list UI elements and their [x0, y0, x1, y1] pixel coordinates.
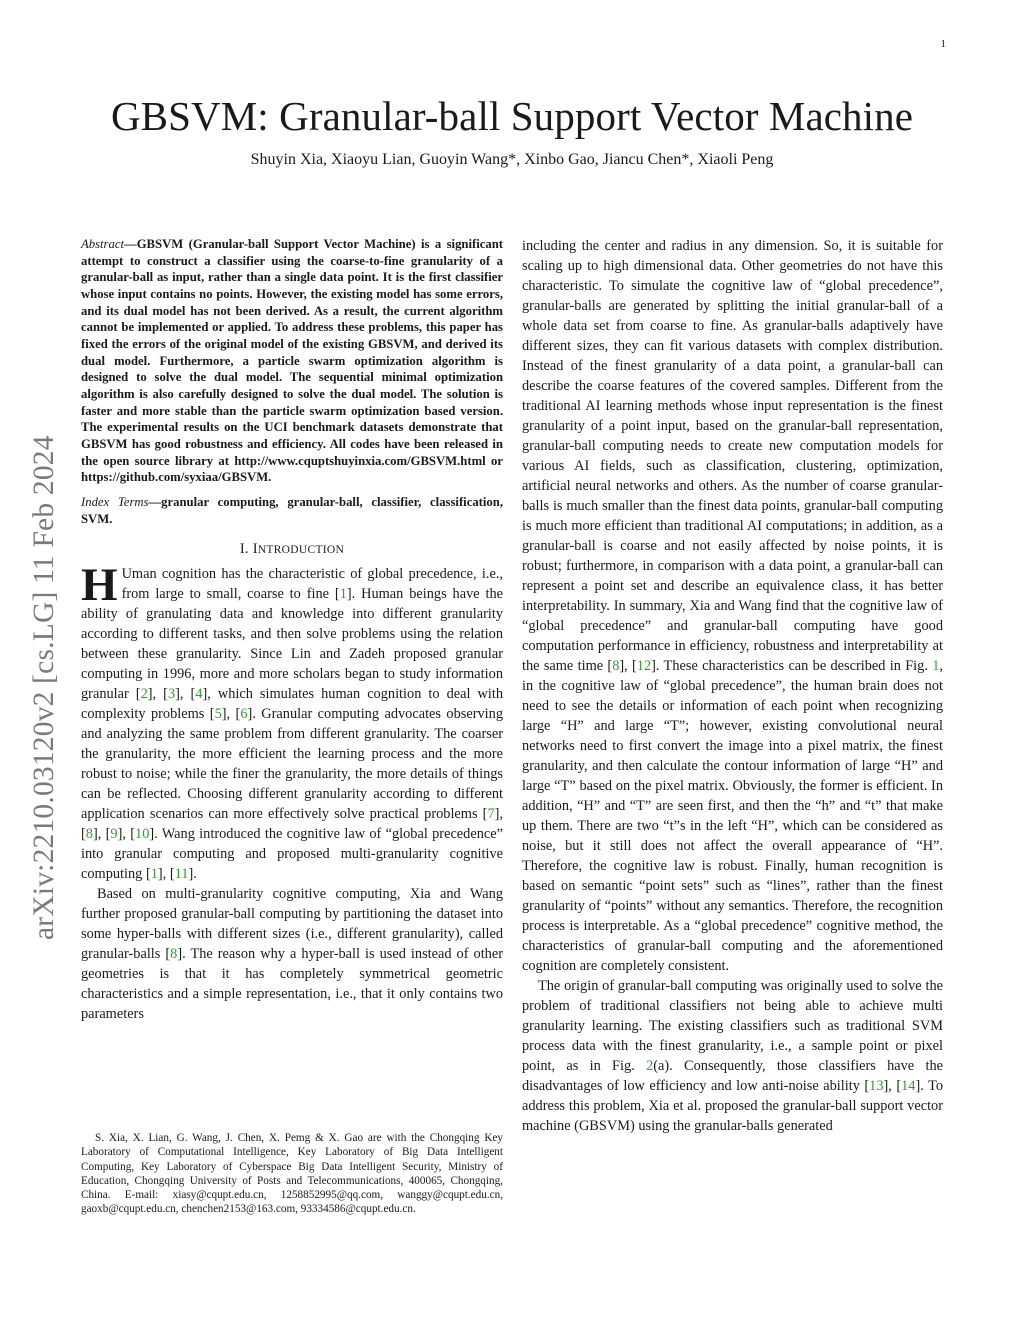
citation-link[interactable]: 1 [150, 866, 158, 883]
affiliation-footnote [81, 1131, 503, 1217]
index-terms-text: —granular computing, granular-ball, classifier, classification, SVM. [81, 494, 503, 526]
footnote-text: S. Xia, X. Lian, G. Wang, J. Chen, X. Pemg & X. Gao are with the Chongqing Key Laboratory of Computational Intelligence, Key Laboratory of Big Data Intelligent Computing, Key Laboratory of Cyberspace Big Data Intelligent Security, Ministry of Education, Chongqing University of Posts and Telecommunications, 400065, Chongqing, China. E-mail: xiasy@cqupt.edu.cn, 1258852995@qq.com, wanggy@cqupt.edu.cn, gaoxb@cqupt.edu.cn, chenchen2153@163.com, 93334586@cqupt.edu.cn. [81, 1132, 503, 1216]
right-paragraph-1: including the center and radius in any dimension. So, it is suitable for scaling up to high dimensional data. Other geometries do not have this characteristic. To simulate the cognitive law of “global precedence”, granular-balls are generated by splitting the initial granular-ball of a whole data set from coarse to fine. As granular-balls adaptively have different sizes, they can fit various datasets with complex distribution. Instead of the finest granularity of a data point, a granular-ball can describe the coarse features of the covered samples. Different from the traditional AI learning methods whose input representation is the finest granularity of a point input, based on the granular-ball representation, granular-ball computing needs to create new computation models for various AI fields, such as classification, clustering, optimization, artificial neural networks and others. As the number of coarse granular-balls is much smaller than the finest data points, granular-ball computing is much more efficient than traditional AI computations; in addition, as a granular-ball is coarse and not easily affected by noise points, it is robust; furthermore, in comparison with a data point, a granular-ball can represent a point set and describe an equivalence class, it has better interpretability. In summary, Xia and Wang find that the cognitive law of “global precedence” and granular-ball computing have good computation performance in efficiency, robustness and interpretability at the same time [8], [12]. These characteristics can be described in Fig. 1, in the cognitive law of “global precedence”, the human brain does not need to see the details or information of each point when recognizing large “H” and large “T”; however, existing convolutional neural networks need to first convert the image into a pixel matrix, the finest granularity, and then calculate the contour information of large “H” and large “T” based on the pixel matrix. Obviously, the former is efficient. In addition, “H” and “T” are seen first, and then the “h” and “t” that make up them. There are two “t”s in the left “H”, which can be considered as noise, but it still does not affect the overall appearance of “H”. Therefore, the cognitive law is robust. Finally, human recognition is based on semantic “point sets” such as “lines”, rather than the finest granularity of “points” without any semantics. Therefore, the recognition process is interpretable. As a “global precedence” cognitive method, the characteristics of granular-ball computing and the aforementioned cognition are completely consistent. [522, 238, 943, 974]
citation-link[interactable]: 7 [487, 806, 495, 823]
index-terms [81, 494, 503, 527]
right-column [522, 236, 943, 1136]
citation-link[interactable]: 6 [240, 706, 248, 723]
intro-paragraph-1: H Uman cognition has the characteristic of global precedence, i.e., from large to small, coarse to fine [1]. Human beings have the ability of granulating data and knowledge into different granularity according to different tasks, and then solve problems using the relation between these granularity. Since Lin and Zadeh proposed granular computing in 1996, more and more scholars began to study information granular [2], [3], [4], which simulates human cognition to deal with complexity problems [5], [6]. Granular computing advocates observing and analyzing the same problem from different granularity. The coarser the granularity, the more efficient the learning process and the more robust to noise; while the finer the granularity, the more details of things can be reflected. Choosing different granularity according to different application scenarios can more effectively solve practical problems [7], [8], [9], [10]. Wang introduced the cognitive law of “global precedence” into granular computing and proposed multi-granularity cognitive computing [1], [11]. [81, 559, 504, 883]
citation-link[interactable]: 12 [636, 658, 652, 674]
paper-title: GBSVM: Granular-ball Support Vector Machine [110, 93, 914, 139]
intro-paragraph-2: Based on multi-granularity cognitive computing, Xia and Wang further proposed granular-ball computing by partitioning the dataset into some hyper-balls with different sizes (i.e., different granularity), called granular-balls [8]. The reason why a hyper-ball is used instead of other geometries is that it has completely symmetrical geometric characteristics and a simple representation, i.e., that it only contains two parameters [81, 886, 503, 1023]
section-heading-introduction: I. INTRODUCTION [239, 541, 345, 558]
index-terms-label: Index Terms [81, 494, 149, 509]
drop-cap: H [81, 559, 118, 612]
citation-link[interactable]: 3 [167, 686, 176, 703]
page-number: 1 [940, 38, 946, 50]
citation-link[interactable]: 4 [195, 686, 203, 703]
citation-link[interactable]: 8 [170, 946, 178, 963]
right-paragraph-2: The origin of granular-ball computing was originally used to solve the problem of traditional classifiers not being able to achieve multi granularity learning. The existing classifiers such as traditional SVM process data with the finest granularity, i.e., a sample point or pixel point, as in Fig. 2(a). Consequently, those classifiers have the disadvantages of low efficiency and low anti-noise ability [13], [14]. To address this problem, Xia et al. proposed the granular-ball support vector machine (GBSVM) using the granular-balls generated [522, 978, 943, 1134]
citation-link[interactable]: 13 [869, 1078, 884, 1094]
figure-link[interactable]: 1 [932, 658, 940, 674]
citation-link[interactable]: 8 [612, 658, 620, 674]
citation-link[interactable]: 8 [85, 826, 93, 843]
arxiv-identifier-stamp[interactable]: arXiv:2210.03120v2 [cs.LG] 11 Feb 2024 [28, 435, 60, 940]
citation-link[interactable]: 10 [135, 826, 150, 843]
citation-link[interactable]: 2 [140, 686, 148, 703]
author-list: Shuyin Xia, Xiaoyu Lian, Guoyin Wang*, Xinbo Gao, Jiancu Chen*, Xiaoli Peng [250, 151, 774, 168]
citation-link[interactable]: 5 [214, 706, 222, 723]
abstract-label: Abstract [81, 237, 124, 251]
citation-link[interactable]: 14 [901, 1078, 916, 1094]
citation-link[interactable]: 1 [339, 586, 347, 603]
abstract [81, 236, 503, 486]
figure-link[interactable]: 2 [646, 1058, 654, 1074]
citation-link[interactable]: 11 [174, 866, 189, 883]
abstract-text: —GBSVM (Granular-ball Support Vector Machine) is a significant attempt to construct a classifier using the coarse-to-fine granularity of a granular-ball as input, rather than a single data point. It is the first classifier whose input contains no points. However, the existing model has some errors, and its dual model has not been derived. As a result, the current algorithm cannot be implemented or applied. To address these problems, this paper has fixed the errors of the original model of the existing GBSVM, and derived its dual model. Furthermore, a particle swarm optimization algorithm is designed to solve the dual model. The sequential minimal optimization algorithm is also carefully designed to solve the dual model. The solution is faster and more stable than the particle swarm optimization based version. The experimental results on the UCI benchmark datasets demonstrate that GBSVM has good robustness and efficiency. All codes have been released in the open source library at http://www.cquptshuyinxia.com/GBSVM.html or https://github.com/syxiaa/GBSVM. [81, 237, 503, 485]
left-column [81, 236, 503, 1024]
citation-link[interactable]: 9 [110, 826, 118, 843]
